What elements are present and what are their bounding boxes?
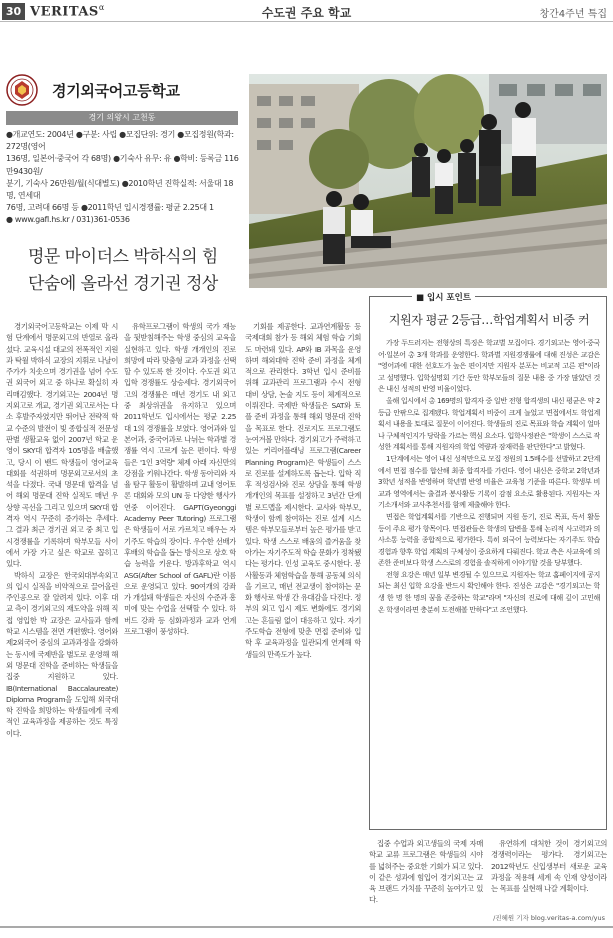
admission-sidebar [369,293,607,830]
article-column-4 [369,838,483,918]
fact-line: 분기, 기숙사 26만원/월(식대별도) ●2010학년 진학실적: 서울대 18명, 연세대 [6,178,234,201]
article-column-5 [491,838,607,908]
sidebar-paragraph: 전형 요강은 매년 일부 변경될 수 있으므로 지원자는 학교 홈페이지에 공지되는 최신 입학 요강을 반드시 확인해야 한다. 진성은 교감은 "경기외고는 학생 한 명 한 명의 꿈을 존중하는 학교"라며 "자신의 진로에 대해 깊이 고민해 온 학생이라면 충분히 도전해볼 만하다"고 조언했다. [378,569,600,614]
students-photo-image [249,74,607,288]
school-name: 경기외국어고등학교 [52,82,180,100]
article-paragraph: 집중 수업과 외고생들의 국제 자매학교 교류 프로그램은 학생들의 시야를 넓혀주는 중요한 기회가 되고 있다. 이 같은 성과에 힘입어 경기외고는 교육 브랜드 가치를 꾸준히 높여가고 있다. [369,839,483,905]
school-header [6,74,238,108]
sidebar-paragraph: 가장 두드러지는 전형상의 특징은 학교별 모집이다. 경기외고는 영어·중국어·일본어 총 3개 학과를 운영한다. 학과별 지원경쟁률에 대해 진성은 교감은 "영어과에 대한 선호도가 높은 편이지만 지원자 분포는 비교적 고른 편"이라고 설명했다. 입학설명회 기간 동안 학부모들의 질문 내용 중 가장 많았던 것은 내신 성적의 반영 비율이었다. [378,338,600,394]
sidebar-paragraph: 올해 입시에서 총 169명의 합격자 중 일반 전형 합격생의 내신 평균은 약 2등급 안팎으로 집계됐다. 학업계획서 비중이 크게 늘었고 면접에서도 학업계획서 내용을 토대로 질문이 이어진다. 학생들의 진로 목표와 학습 계획이 얼마나 구체적인지가 당락을 가르는 핵심 요소다. 입학사정관은 "학생이 스스로 작성한 계획서를 통해 지원자의 학업 역량과 잠재력을 판단한다"고 밝혔다. [378,395,600,452]
section-title: 수도권 주요 학교 [261,6,352,20]
issue-label: 창간4주년 특집 [539,9,607,20]
masthead [0,0,613,22]
page-number: 30 [2,3,25,20]
fact-line: ● www.gafl.hs.kr / 031)361-0536 [6,215,130,225]
sidebar-paragraph: 면접은 학업계획서를 기반으로 진행되며 지원 동기, 진로 목표, 독서 활동 등이 주요 평가 항목이다. 면접관들은 학생의 답변을 통해 논리적 사고력과 의사소통 능력을 종합적으로 평가한다. 특히 외국어 능력보다는 자기주도 학습 경험과 향후 학업 계획의 구체성이 중요하게 다뤄진다. 학교 측은 사교육에 의존한 준비보다 학생 스스로의 경험을 솔직하게 이야기할 것을 당부했다. [378,511,600,568]
article-paragraph: 유연하게 대처한 것이 경기외고의 경쟁력이라는 평가다. 경기외고는 2012학년도 신입생부터 새로운 교육과정을 적용해 세계 속 인재 양성이라는 목표를 실현해 나갈 계획이다. [491,839,607,894]
school-emblem-icon [6,74,38,106]
sidebar-title: 지원자 평균 2등급…학업계획서 비중 커 [388,313,590,327]
article-paragraph: 유학프로그램이 학생의 국가 재능을 뒷받침해주는 학생 중심의 교육을 실현하고 있다. 학생 개개인의 진로 희망에 따라 맞춤형 교과 과정을 선택할 수 있도록 한 것이다. 수도권 외고 입학 경쟁률도 상승세다. 경기외국어고의 경쟁률은 매년 경기도 내 외고 중 최상위권을 유지하고 있으며 2011학년도 입시에서는 평균 2.25대 1의 경쟁률을 보였다. 영어과와 일본어과, 중국어과로 나뉘는 학과별 경쟁률 역시 고르게 높은 편이다. 학생들은 '1인 3역량' 체제 아래 자신만의 강점을 키워나간다. 학생 동아리와 자율 탐구 활동이 활발하며 교내 영어토론 대회와 모의 UN 등 다양한 행사가 연중 이어진다. GAPT(Gyeonggi Academy Peer Tutoring) 프로그램은 학생들이 서로 가르치고 배우는 자기주도 학습의 장이다. 우수한 선배가 후배의 학습을 돕는 방식으로 상호 학습 능력을 키운다. 방과후학교 역시 ASG(After School of GAFL)란 이름으로 운영되고 있다. 90여개의 강좌가 개설돼 학생들은 자신의 수준과 흥미에 맞는 수업을 선택할 수 있다. 하버드 강좌 등 심화과정과 교과 연계 프로그램이 풍성하다. [124,322,236,637]
article-paragraph: 박하식 교장은 한국외대부속외고의 입시 실적을 비약적으로 끌어올린 주인공으로 잘 알려져 있다. 이후 대교 측이 경기외고의 재도약을 위해 직접 영입한 박 교장은 교사들과 함께 학교 시스템을 전면 개편했다. 영어와 제2외국어 중심의 교과과정을 강화하는 동시에 국제반을 별도로 운영해 해외 명문대 진학을 준비하는 학생들을 집중 지원하고 있다. IB(International Baccalaureate) Diploma Program을 도입해 외국대학 진학을 희망하는 학생들에게 국제적인 교육과정을 제공하는 것도 특징이다. [6,570,118,738]
students-photo [249,74,607,288]
article-paragraph: 기회를 제공한다. 교과연계활동 등 국제대회 참가 등 해외 체험 학습 기회도 마련돼 있다. AP와 IB 과목을 운영하며 해외대학 진학 준비 과정을 체계적으로 관리한다. 3학년 입시 준비를 위해 교과관리 프로그램과 수시 전형 대비 상담, 논술 지도 등이 체계적으로 이뤄진다. 국제반 학생들은 SAT와 토플 준비 과정을 통해 해외 명문대 진학을 목표로 한다. 진로지도 프로그램도 눈여겨볼 만하다. 경기외고가 주력하고 있는 커리어플래닝 프로그램(Career Planning Program)은 학생들이 스스로 진로를 설계하도록 돕는다. 입학 직후 적성검사와 진로 상담을 통해 학생 개개인의 목표를 설정하고 3년간 단계별 로드맵을 제시한다. 교사와 학부모, 학생이 함께 참여하는 진로 설계 시스템은 학부모들로부터 높은 평가를 받고 있다. 학생 스스로 배움의 즐거움을 찾아가는 자기주도적 학습 문화가 정착됐다는 평가다. 인성 교육도 중시한다. 봉사활동과 체험학습을 통해 공동체 의식을 기르고, 매년 전교생이 참여하는 문화 행사로 학생 간 유대감을 다진다. 정부의 외고 입시 제도 변화에도 경기외고는 흔들림 없이 대응하고 있다. 자기주도학습 전형에 맞춘 면접 준비와 입학 후 교육과정을 일관되게 연계해 학생들의 만족도가 높다. [245,322,361,659]
sidebar-tag: ■ 입시 포인트 [412,291,475,303]
sidebar-paragraph: 1단계에서는 영어 내신 성적만으로 모집 정원의 1.5배수를 선발하고 2단계에서 면접 점수를 합산해 최종 합격자를 가린다. 영어 내신은 중학교 2학년과 3학년 성적을 반영하며 학년별 반영 비율은 교육청 기준을 따른다. 학생부 비교과 영역에서는 출결과 봉사활동 기록이 감점 요소로 활용된다. 지원자는 자기소개서와 교사추천서를 함께 제출해야 한다. [378,453,600,510]
headline-line-1: 명문 마이더스 박하식의 힘 [28,247,218,267]
headline-line-2: 단숨에 올라선 경기권 정상 [28,274,218,294]
bottom-rule [0,926,613,928]
school-facts [6,129,242,227]
brand-logo: $VERITAS^\alpha$ [30,3,105,20]
article-column-3 [245,321,361,919]
fact-line: 76명, 고려대 66명 등 ●2011학년 입시경쟁률: 평균 2.25대 1 [6,203,214,213]
article-paragraph: 경기외국어고등학교는 이제 막 시험 단계에서 명문외고의 반열로 올라섰다. 교육시설 대교의 전폭적인 지원과 탁월 박하식 교장의 지휘로 나날이 주가가 치솟으며 경기권을 넘어 수도권 외국어 외고 중 하나로 확실히 자리매김했다. 경기외고는 2004년 명지외고로 개교, 경기권 외고로서는 다소 후발주자였지만 뛰어난 전략적 학교 수준의 발전이 빛 종합실적 전문성 판별 생활교육 없이 2007년 학교 운영이 SKY대 합격자 105명을 배출했고, 당시 이 밴드 학생들이 영어교육 대회를 석권하며 명문외고로서의 초석을 다졌다. 국내 명문대 합격을 넘어 해외 명문대 진학 실적도 매년 우상향 곡선을 그리고 있으며 SKY대 합격자 역시 꾸준히 증가하는 추세다. 그 결과 최근 경기권 외고 중 최고 입시경쟁률을 기록하며 학부모들 사이에서 가장 가고 싶은 학교로 꼽히고 있다. [6,322,118,569]
headline [28,244,248,298]
school-location-bar: 경기 의왕시 고천동 [6,111,238,125]
reporter-byline: /진혜원 기자 blog.veritas-a.com/yus [493,914,605,922]
sidebar-body [378,337,600,827]
fact-line: 136명, 일본어·중국어 각 68명) ●기숙사 유무: 유 ●학비: 등록금 116만9430원/ [6,154,239,176]
fact-line: ●개교연도: 2004년 ●구분: 사립 ●모집단위: 경기 ●모집정원(학과: 272명(영어 [6,130,234,152]
article-column-2 [124,321,236,919]
article-column-1 [6,321,118,919]
